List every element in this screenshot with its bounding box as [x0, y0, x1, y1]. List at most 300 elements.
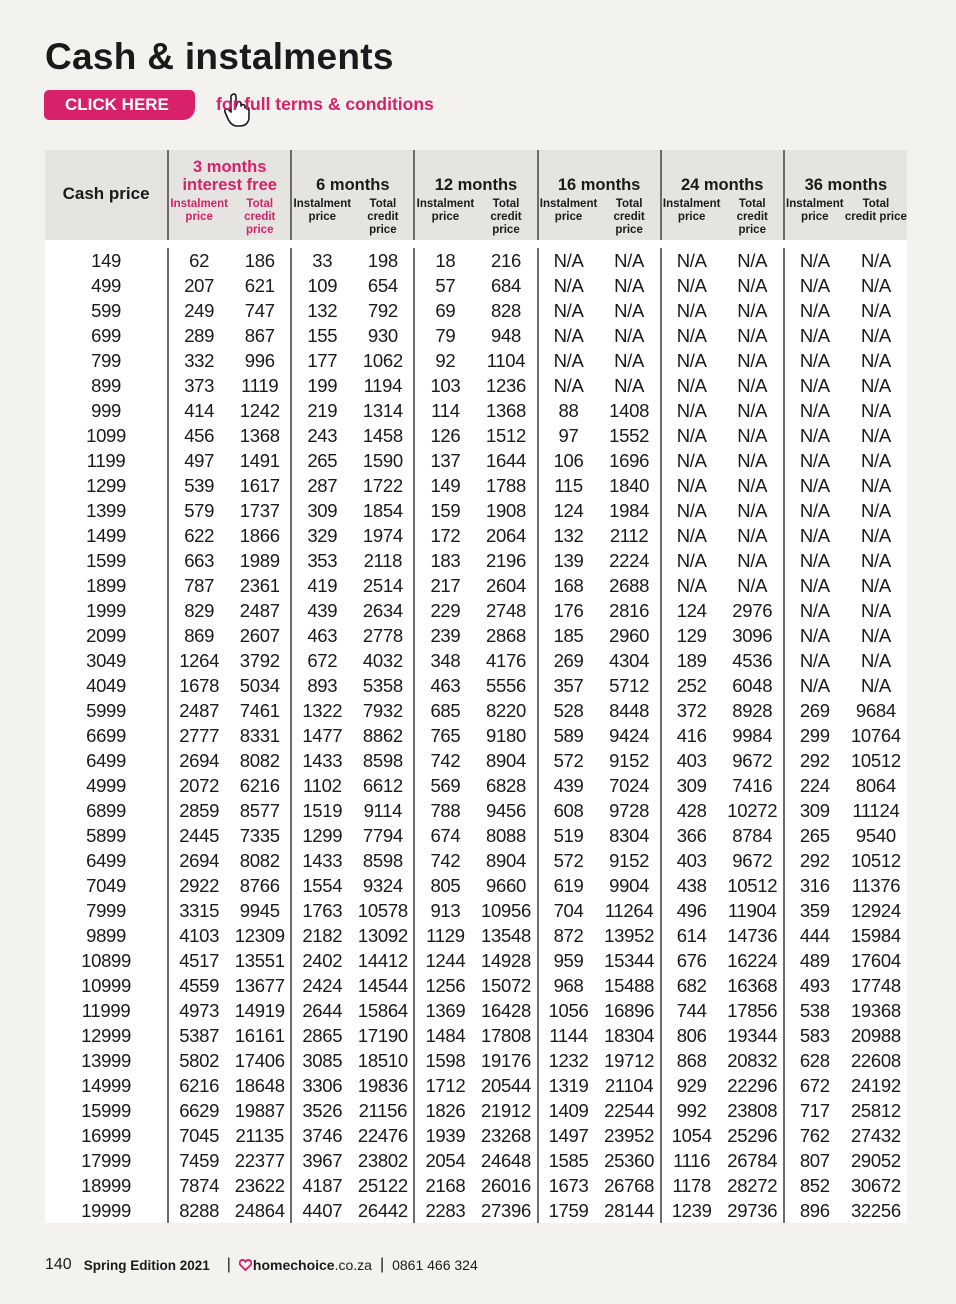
- instalment-price-cell: 439: [291, 598, 352, 623]
- total-credit-price-cell: 24648: [475, 1148, 537, 1173]
- heart-icon: [239, 1259, 252, 1271]
- table-row: [45, 373, 907, 398]
- instalment-price-cell: 3085: [291, 1048, 352, 1073]
- instalment-price-cell: N/A: [661, 373, 722, 398]
- instalment-price-cell: N/A: [784, 323, 845, 348]
- table-row: [45, 1048, 907, 1073]
- instalment-price-cell: 97: [538, 423, 599, 448]
- total-credit-price-cell: N/A: [722, 323, 784, 348]
- total-credit-price-cell: 1104: [475, 348, 537, 373]
- instalment-price-cell: 2283: [414, 1198, 475, 1223]
- instalment-price-subheader: [538, 196, 599, 240]
- cash-price-cell: 999: [45, 398, 168, 423]
- total-credit-price-cell: 10764: [845, 723, 907, 748]
- table-row: [45, 898, 907, 923]
- total-credit-price-cell: N/A: [845, 323, 907, 348]
- cash-price-cell: 17999: [45, 1148, 168, 1173]
- total-credit-price-cell: 2960: [599, 623, 661, 648]
- total-credit-price-cell: 2778: [352, 623, 414, 648]
- total-credit-price-cell: 198: [352, 248, 414, 273]
- instalment-price-cell: 896: [784, 1198, 845, 1223]
- instalment-price-cell: 744: [661, 998, 722, 1023]
- total-credit-price-cell: 8928: [722, 698, 784, 723]
- cash-price-cell: 6899: [45, 798, 168, 823]
- total-credit-price-cell: N/A: [599, 298, 661, 323]
- total-credit-price-subheader: [722, 196, 784, 240]
- total-credit-price-cell: 15344: [599, 948, 661, 973]
- total-credit-price-cell: N/A: [845, 548, 907, 573]
- total-credit-price-cell: 1512: [475, 423, 537, 448]
- instalment-price-cell: 852: [784, 1173, 845, 1198]
- instalment-price-cell: 622: [168, 523, 229, 548]
- instalment-price-cell: 589: [538, 723, 599, 748]
- total-credit-price-subheader: [599, 196, 661, 240]
- cash-price-cell: 13999: [45, 1048, 168, 1073]
- total-credit-price-cell: 13677: [229, 973, 291, 998]
- total-credit-price-cell: 16428: [475, 998, 537, 1023]
- instalment-price-cell: 496: [661, 898, 722, 923]
- total-credit-price-cell: 4032: [352, 648, 414, 673]
- instalment-price-cell: 309: [784, 798, 845, 823]
- cash-price-cell: 15999: [45, 1098, 168, 1123]
- instalment-price-subheader: [414, 196, 475, 240]
- total-credit-price-cell: 30672: [845, 1173, 907, 1198]
- instalment-price-cell: 207: [168, 273, 229, 298]
- total-credit-price-cell: 24864: [229, 1198, 291, 1223]
- divider: |: [379, 1256, 385, 1273]
- instalment-price-cell: 742: [414, 848, 475, 873]
- instalment-price-cell: 329: [291, 523, 352, 548]
- instalment-price-cell: 1826: [414, 1098, 475, 1123]
- total-credit-price-cell: 216: [475, 248, 537, 273]
- table-row: [45, 1148, 907, 1173]
- instalment-price-cell: 2694: [168, 748, 229, 773]
- instalment-price-cell: N/A: [784, 248, 845, 273]
- total-credit-price-cell: 9540: [845, 823, 907, 848]
- total-credit-price-cell: 2487: [229, 598, 291, 623]
- subheader-line: credit price: [613, 211, 645, 236]
- instalment-price-cell: 3315: [168, 898, 229, 923]
- instalment-price-cell: 1256: [414, 973, 475, 998]
- instalment-price-cell: 3526: [291, 1098, 352, 1123]
- instalment-price-cell: 1319: [538, 1073, 599, 1098]
- total-credit-price-cell: 17190: [352, 1023, 414, 1048]
- instalment-price-cell: N/A: [784, 523, 845, 548]
- instalment-price-cell: 155: [291, 323, 352, 348]
- total-credit-price-cell: N/A: [722, 498, 784, 523]
- total-credit-price-cell: 8448: [599, 698, 661, 723]
- page-footer: [45, 1254, 478, 1276]
- total-credit-price-cell: 4536: [722, 648, 784, 673]
- total-credit-price-cell: N/A: [845, 423, 907, 448]
- instalment-price-cell: 269: [538, 648, 599, 673]
- instalment-price-cell: 4407: [291, 1198, 352, 1223]
- subheader-line: Instalment: [293, 198, 352, 210]
- total-credit-price-cell: 21912: [475, 1098, 537, 1123]
- instalment-price-cell: 1554: [291, 873, 352, 898]
- total-credit-price-cell: 9728: [599, 798, 661, 823]
- instalment-price-cell: 1585: [538, 1148, 599, 1173]
- cash-price-cell: 499: [45, 273, 168, 298]
- period-header-3-months: [168, 150, 291, 196]
- instalment-price-cell: 1054: [661, 1123, 722, 1148]
- cash-price-cell: 19999: [45, 1198, 168, 1223]
- total-credit-price-cell: 8862: [352, 723, 414, 748]
- total-credit-price-cell: 1984: [599, 498, 661, 523]
- total-credit-price-cell: 28144: [599, 1198, 661, 1223]
- total-credit-price-cell: N/A: [845, 448, 907, 473]
- total-credit-price-cell: N/A: [845, 623, 907, 648]
- subheader-line: credit price: [367, 211, 399, 236]
- cash-price-cell: 5999: [45, 698, 168, 723]
- table-row: [45, 398, 907, 423]
- instalment-price-cell: 7874: [168, 1173, 229, 1198]
- instalment-price-cell: 788: [414, 798, 475, 823]
- total-credit-price-cell: 14928: [475, 948, 537, 973]
- total-credit-price-cell: 23622: [229, 1173, 291, 1198]
- total-credit-price-cell: 11376: [845, 873, 907, 898]
- cash-price-cell: 11999: [45, 998, 168, 1023]
- total-credit-price-cell: 26442: [352, 1198, 414, 1223]
- instalment-price-cell: 366: [661, 823, 722, 848]
- instalment-price-cell: 672: [291, 648, 352, 673]
- instalment-price-cell: 2182: [291, 923, 352, 948]
- instalment-price-cell: N/A: [784, 648, 845, 673]
- table-row: [45, 1198, 907, 1223]
- instalment-price-cell: N/A: [661, 573, 722, 598]
- instalment-price-cell: 2865: [291, 1023, 352, 1048]
- total-credit-price-cell: 5034: [229, 673, 291, 698]
- instalment-price-cell: 6216: [168, 1073, 229, 1098]
- total-credit-price-cell: 8904: [475, 848, 537, 873]
- table-row: [45, 973, 907, 998]
- total-credit-price-cell: 16224: [722, 948, 784, 973]
- instalment-price-cell: 438: [661, 873, 722, 898]
- total-credit-price-cell: N/A: [722, 373, 784, 398]
- cash-price-cell: 1099: [45, 423, 168, 448]
- total-credit-price-cell: 2748: [475, 598, 537, 623]
- instalment-price-cell: 359: [784, 898, 845, 923]
- total-credit-price-cell: 28272: [722, 1173, 784, 1198]
- instalment-price-cell: 1322: [291, 698, 352, 723]
- total-credit-price-cell: 32256: [845, 1198, 907, 1223]
- total-credit-price-cell: 17748: [845, 973, 907, 998]
- instalment-price-cell: N/A: [661, 523, 722, 548]
- subheader-line: price: [677, 211, 706, 223]
- total-credit-price-cell: N/A: [599, 348, 661, 373]
- instalment-price-cell: 353: [291, 548, 352, 573]
- total-credit-price-cell: 17808: [475, 1023, 537, 1048]
- total-credit-price-cell: 23268: [475, 1123, 537, 1148]
- instalment-price-cell: 219: [291, 398, 352, 423]
- instalment-price-cell: N/A: [784, 573, 845, 598]
- total-credit-price-cell: 1368: [229, 423, 291, 448]
- instalment-price-cell: 309: [661, 773, 722, 798]
- instalment-price-cell: N/A: [661, 448, 722, 473]
- table-row: [45, 1073, 907, 1098]
- total-credit-price-cell: 23802: [352, 1148, 414, 1173]
- instalment-price-cell: N/A: [784, 348, 845, 373]
- total-credit-price-cell: N/A: [599, 273, 661, 298]
- instalment-price-cell: 608: [538, 798, 599, 823]
- instalment-price-cell: 806: [661, 1023, 722, 1048]
- total-credit-price-cell: 9984: [722, 723, 784, 748]
- terms-cta[interactable]: [44, 89, 434, 121]
- total-credit-price-cell: 1840: [599, 473, 661, 498]
- total-credit-price-cell: 948: [475, 323, 537, 348]
- instalment-price-cell: 1519: [291, 798, 352, 823]
- instalment-price-cell: 168: [538, 573, 599, 598]
- brand-link[interactable]: [253, 1257, 372, 1273]
- total-credit-price-cell: 19176: [475, 1048, 537, 1073]
- instalment-price-cell: N/A: [784, 623, 845, 648]
- cash-price-cell: 1499: [45, 523, 168, 548]
- cash-price-header: Cash price: [45, 150, 168, 240]
- total-credit-price-cell: 22608: [845, 1048, 907, 1073]
- instalment-price-cell: N/A: [784, 473, 845, 498]
- total-credit-price-cell: 15488: [599, 973, 661, 998]
- instalment-price-cell: 114: [414, 398, 475, 423]
- instalment-price-cell: 309: [291, 498, 352, 523]
- subheader-line: credit price: [244, 211, 276, 236]
- instalment-price-cell: 126: [414, 423, 475, 448]
- total-credit-price-cell: 13952: [599, 923, 661, 948]
- instalment-price-cell: 106: [538, 448, 599, 473]
- total-credit-price-cell: 23808: [722, 1098, 784, 1123]
- subheader-line: Instalment: [539, 198, 598, 210]
- instalment-price-cell: 456: [168, 423, 229, 448]
- instalment-price-cell: 403: [661, 748, 722, 773]
- instalment-price-cell: 348: [414, 648, 475, 673]
- total-credit-price-cell: 11904: [722, 898, 784, 923]
- table-row: [45, 273, 907, 298]
- instalment-price-cell: N/A: [661, 348, 722, 373]
- total-credit-price-cell: N/A: [845, 373, 907, 398]
- total-credit-price-cell: 2118: [352, 548, 414, 573]
- instalment-price-cell: 2694: [168, 848, 229, 873]
- table-row: [45, 798, 907, 823]
- instalment-price-cell: N/A: [784, 398, 845, 423]
- instalment-price-cell: 628: [784, 1048, 845, 1073]
- total-credit-price-cell: 1908: [475, 498, 537, 523]
- total-credit-price-cell: 8088: [475, 823, 537, 848]
- terms-text[interactable]: for full terms & conditions: [216, 94, 434, 114]
- total-credit-price-cell: 16368: [722, 973, 784, 998]
- instalment-price-cell: 682: [661, 973, 722, 998]
- table-row: [45, 523, 907, 548]
- cash-price-cell: 599: [45, 298, 168, 323]
- subheader-line: price: [801, 211, 829, 223]
- instalment-price-cell: 8288: [168, 1198, 229, 1223]
- total-credit-price-cell: 12924: [845, 898, 907, 923]
- total-credit-price-cell: 7024: [599, 773, 661, 798]
- table-row: [45, 448, 907, 473]
- total-credit-price-cell: 19344: [722, 1023, 784, 1048]
- cash-price-cell: 699: [45, 323, 168, 348]
- total-credit-price-cell: 1737: [229, 498, 291, 523]
- total-credit-price-cell: 6828: [475, 773, 537, 798]
- total-credit-price-cell: 4176: [475, 648, 537, 673]
- instalment-price-cell: 69: [414, 298, 475, 323]
- instalment-price-cell: 5387: [168, 1023, 229, 1048]
- instalment-price-cell: 243: [291, 423, 352, 448]
- cash-price-cell: 1999: [45, 598, 168, 623]
- instalment-price-cell: 1116: [661, 1148, 722, 1173]
- cash-price-cell: 6699: [45, 723, 168, 748]
- total-credit-price-cell: N/A: [845, 473, 907, 498]
- instalment-price-cell: 139: [538, 548, 599, 573]
- total-credit-price-cell: 2224: [599, 548, 661, 573]
- total-credit-price-cell: 7932: [352, 698, 414, 723]
- instalment-price-cell: 92: [414, 348, 475, 373]
- total-credit-price-subheader: [845, 196, 907, 240]
- instalment-price-cell: 79: [414, 323, 475, 348]
- total-credit-price-cell: 621: [229, 273, 291, 298]
- cash-price-cell: 4999: [45, 773, 168, 798]
- cash-price-cell: 1399: [45, 498, 168, 523]
- total-credit-price-cell: 9152: [599, 848, 661, 873]
- instalment-price-subheader: [661, 196, 722, 240]
- cash-price-cell: 10899: [45, 948, 168, 973]
- instalment-price-cell: 414: [168, 398, 229, 423]
- instalment-price-cell: 807: [784, 1148, 845, 1173]
- instalment-price-cell: N/A: [661, 298, 722, 323]
- instalment-price-cell: 183: [414, 548, 475, 573]
- table-row: [45, 323, 907, 348]
- total-credit-price-cell: 8598: [352, 748, 414, 773]
- total-credit-price-cell: 684: [475, 273, 537, 298]
- total-credit-price-cell: N/A: [845, 673, 907, 698]
- instalment-price-cell: 1129: [414, 923, 475, 948]
- instalment-price-cell: 2644: [291, 998, 352, 1023]
- instalment-price-cell: N/A: [784, 548, 845, 573]
- instalment-price-cell: 1484: [414, 1023, 475, 1048]
- total-credit-price-cell: 1194: [352, 373, 414, 398]
- table-row: [45, 673, 907, 698]
- total-credit-price-cell: N/A: [722, 348, 784, 373]
- table-row: [45, 1173, 907, 1198]
- total-credit-price-cell: N/A: [845, 298, 907, 323]
- instalment-price-cell: 528: [538, 698, 599, 723]
- instalment-price-cell: 674: [414, 823, 475, 848]
- instalment-price-cell: 137: [414, 448, 475, 473]
- instalment-price-cell: N/A: [538, 248, 599, 273]
- page-title: Cash & instalments: [45, 36, 394, 77]
- total-credit-price-cell: 1696: [599, 448, 661, 473]
- total-credit-price-cell: 2604: [475, 573, 537, 598]
- total-credit-price-cell: 13551: [229, 948, 291, 973]
- subheader-line: Instalment: [170, 198, 228, 210]
- instalment-price-cell: N/A: [661, 248, 722, 273]
- instalment-price-cell: 1239: [661, 1198, 722, 1223]
- instalment-price-cell: 299: [784, 723, 845, 748]
- total-credit-price-cell: 186: [229, 248, 291, 273]
- instalment-price-cell: 419: [291, 573, 352, 598]
- total-credit-price-cell: 29052: [845, 1148, 907, 1173]
- total-credit-price-cell: 1644: [475, 448, 537, 473]
- instalment-price-cell: 579: [168, 498, 229, 523]
- table-row: [45, 473, 907, 498]
- instalment-price-cell: 2922: [168, 873, 229, 898]
- total-credit-price-cell: 1408: [599, 398, 661, 423]
- total-credit-price-cell: 19712: [599, 1048, 661, 1073]
- instalment-price-cell: 805: [414, 873, 475, 898]
- cash-price-cell: 10999: [45, 973, 168, 998]
- cash-price-cell: 799: [45, 348, 168, 373]
- instalment-price-cell: 177: [291, 348, 352, 373]
- total-credit-price-cell: N/A: [599, 373, 661, 398]
- instalment-price-cell: 265: [784, 823, 845, 848]
- total-credit-price-cell: 1552: [599, 423, 661, 448]
- instalment-price-cell: N/A: [784, 598, 845, 623]
- instalment-price-cell: 619: [538, 873, 599, 898]
- instalment-price-cell: 217: [414, 573, 475, 598]
- total-credit-price-cell: 21156: [352, 1098, 414, 1123]
- total-credit-price-cell: 1236: [475, 373, 537, 398]
- total-credit-price-cell: 1788: [475, 473, 537, 498]
- instalment-price-cell: 829: [168, 598, 229, 623]
- total-credit-price-cell: 21104: [599, 1073, 661, 1098]
- instalment-price-cell: 872: [538, 923, 599, 948]
- total-credit-price-cell: 22296: [722, 1073, 784, 1098]
- instalment-price-cell: 403: [661, 848, 722, 873]
- instalment-price-cell: 4517: [168, 948, 229, 973]
- instalment-price-cell: 189: [661, 648, 722, 673]
- subheader-line: Total: [369, 198, 397, 210]
- instalment-price-cell: 2402: [291, 948, 352, 973]
- instalment-price-cell: 2072: [168, 773, 229, 798]
- total-credit-price-cell: 1854: [352, 498, 414, 523]
- instalment-price-cell: 1232: [538, 1048, 599, 1073]
- instalment-price-cell: 252: [661, 673, 722, 698]
- table-row: [45, 723, 907, 748]
- table-row: [45, 1023, 907, 1048]
- cash-price-cell: 9899: [45, 923, 168, 948]
- instalment-price-cell: 1056: [538, 998, 599, 1023]
- instalment-price-cell: 929: [661, 1073, 722, 1098]
- total-credit-price-cell: N/A: [845, 248, 907, 273]
- period-header-36-months: 36 months: [784, 150, 907, 196]
- table-row: [45, 823, 907, 848]
- instalment-price-cell: 57: [414, 273, 475, 298]
- instalment-price-cell: 614: [661, 923, 722, 948]
- instalment-price-cell: 1497: [538, 1123, 599, 1148]
- instalment-price-cell: 5802: [168, 1048, 229, 1073]
- instalment-price-cell: 1433: [291, 748, 352, 773]
- click-here-button[interactable]: CLICK HERE: [44, 90, 195, 120]
- total-credit-price-cell: 4304: [599, 648, 661, 673]
- total-credit-price-cell: 27432: [845, 1123, 907, 1148]
- instalment-price-cell: 62: [168, 248, 229, 273]
- instalment-price-cell: 292: [784, 748, 845, 773]
- instalment-price-cell: 1678: [168, 673, 229, 698]
- total-credit-price-cell: 8082: [229, 848, 291, 873]
- cash-price-cell: 14999: [45, 1073, 168, 1098]
- instalment-price-cell: 493: [784, 973, 845, 998]
- total-credit-price-cell: 2634: [352, 598, 414, 623]
- total-credit-price-cell: N/A: [722, 423, 784, 448]
- table-row: [45, 548, 907, 573]
- edition-label: Spring Edition 2021: [83, 1257, 210, 1273]
- total-credit-price-cell: 5358: [352, 673, 414, 698]
- total-credit-price-cell: 3096: [722, 623, 784, 648]
- instalment-price-cell: N/A: [661, 548, 722, 573]
- total-credit-price-cell: 25296: [722, 1123, 784, 1148]
- instalment-price-cell: 224: [784, 773, 845, 798]
- total-credit-price-cell: 7461: [229, 698, 291, 723]
- subheader-line: Total: [492, 198, 520, 210]
- total-credit-price-cell: 1062: [352, 348, 414, 373]
